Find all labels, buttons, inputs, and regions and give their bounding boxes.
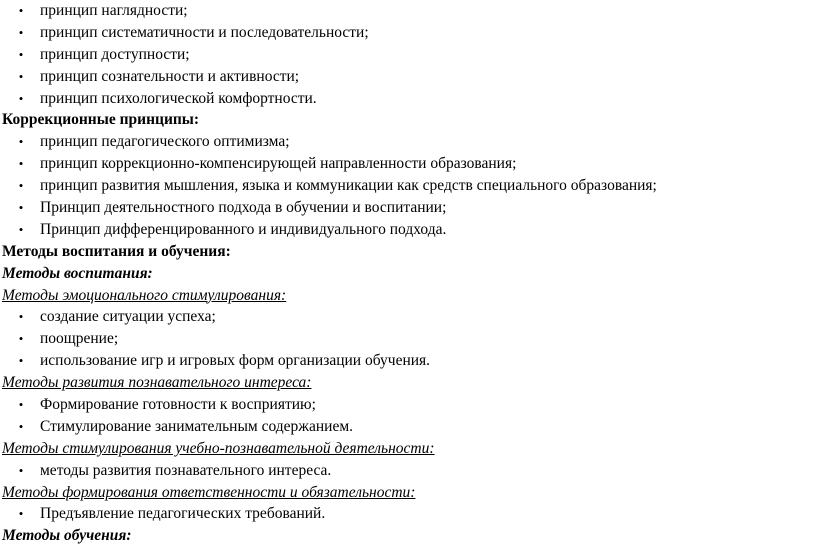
bullet-icon: • <box>18 221 24 237</box>
bullet-icon: • <box>18 462 24 478</box>
list-item <box>0 460 816 482</box>
list-item <box>0 328 816 350</box>
list-item-text: принцип развития мышления, языка и коммуникации как средств специального образования; <box>40 177 657 195</box>
list-item-text: принцип систематичности и последовательности; <box>40 23 369 41</box>
list-item <box>0 153 816 175</box>
list-item <box>0 394 816 416</box>
list-item-text: Принцип дифференцированного и индивидуального подхода. <box>40 220 447 238</box>
bullet-icon: • <box>18 178 24 194</box>
list-item <box>0 175 816 197</box>
list-item-text: методы развития познавательного интереса. <box>40 461 332 479</box>
bullet-icon: • <box>18 156 24 172</box>
list-item <box>0 503 816 525</box>
list-item <box>0 350 816 372</box>
list-item-text: Формирование готовности к восприятию; <box>40 396 316 414</box>
list-item <box>0 88 816 110</box>
bullet-icon: • <box>18 46 24 62</box>
bullet-icon: • <box>18 309 24 325</box>
bullet-icon: • <box>18 24 24 40</box>
list-item-text: Предъявление педагогических требований. <box>40 505 326 523</box>
list-item <box>0 131 816 153</box>
list-item-text: использование игр и игровых форм организации обучения. <box>40 352 431 370</box>
list-item-text: Принцип деятельностного подхода в обучении и воспитании; <box>40 199 447 217</box>
list-item-text: принцип наглядности; <box>40 2 188 19</box>
subsection-heading-responsibility: Методы формирования ответственности и обязательности: <box>2 483 416 501</box>
list-item <box>0 0 816 22</box>
list-item <box>0 44 816 66</box>
subsection-heading-learning-activity: Методы стимулирования учебно-познавательной деятельности: <box>2 439 435 457</box>
subsection-heading-cognitive-interest: Методы развития познавательного интереса: <box>2 374 312 392</box>
bullet-icon: • <box>18 353 24 369</box>
subsection-heading-emotional-stimulation: Методы эмоционального стимулирования: <box>2 286 287 304</box>
bullet-icon: • <box>18 397 24 413</box>
bullet-icon: • <box>18 200 24 216</box>
subsection-heading-methods-upbringing: Методы воспитания: <box>2 264 153 282</box>
list-item-text: принцип психологической комфортности. <box>40 89 317 107</box>
list-item-text: поощрение; <box>40 330 119 348</box>
list-item-text: принцип сознательности и активности; <box>40 67 300 85</box>
section-heading-methods-upbringing-learning: Методы воспитания и обучения: <box>2 242 231 260</box>
list-item <box>0 22 816 44</box>
bullet-icon: • <box>18 418 24 434</box>
list-item <box>0 66 816 88</box>
bullet-icon: • <box>18 331 24 347</box>
bullet-icon: • <box>18 3 24 18</box>
section-heading-correction-principles: Коррекционные принципы: <box>2 111 200 129</box>
list-item-text: Стимулирование занимательным содержанием. <box>40 417 354 435</box>
bullet-icon: • <box>18 90 24 106</box>
bullet-icon: • <box>18 68 24 84</box>
list-item <box>0 197 816 219</box>
subsection-heading-methods-learning: Методы обучения: <box>2 527 132 545</box>
list-item <box>0 219 816 241</box>
bullet-icon: • <box>18 134 24 150</box>
bullet-icon: • <box>18 506 24 522</box>
list-item <box>0 416 816 438</box>
list-item <box>0 306 816 328</box>
list-item-text: создание ситуации успеха; <box>40 308 216 326</box>
list-item-text: принцип коррекционно-компенсирующей направленности образования; <box>40 155 517 173</box>
list-item-text: принцип доступности; <box>40 45 190 63</box>
list-item-text: принцип педагогического оптимизма; <box>40 133 290 151</box>
